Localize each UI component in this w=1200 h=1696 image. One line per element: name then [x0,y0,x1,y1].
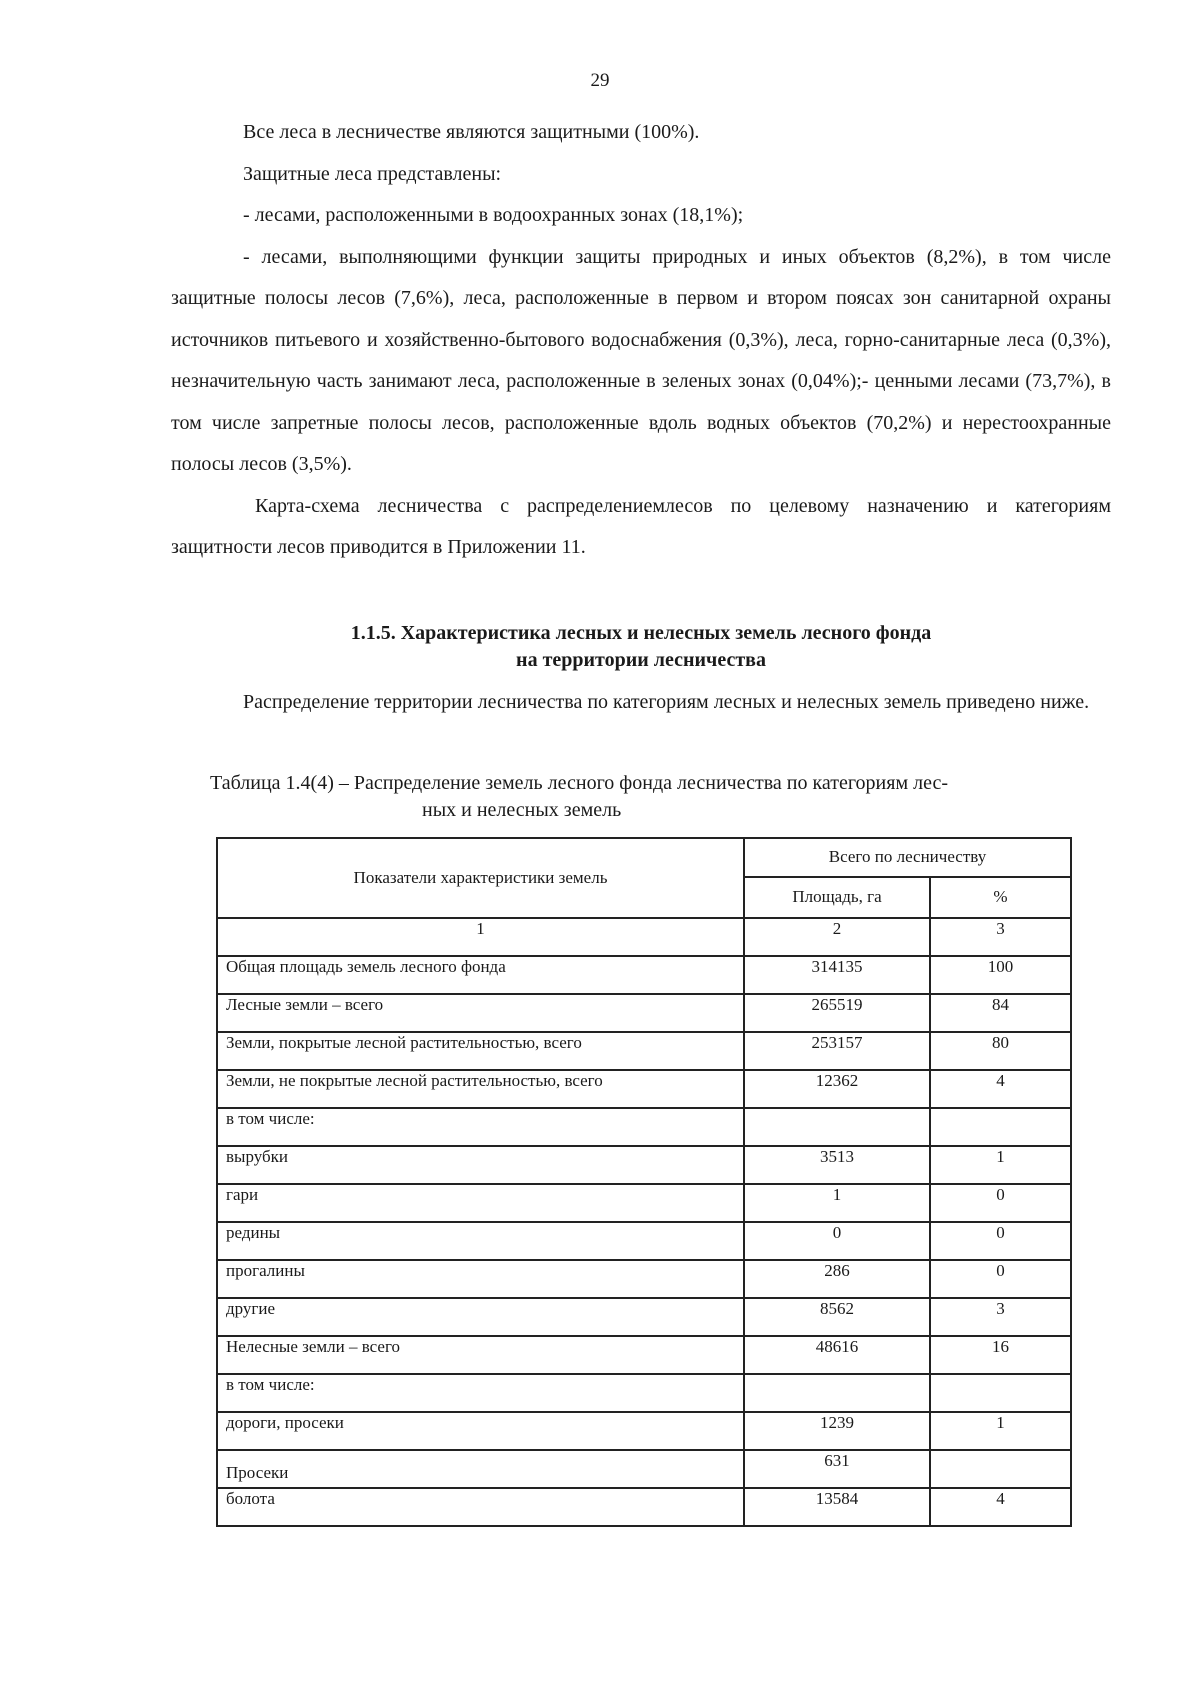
section-heading [171,620,1111,674]
table-row [217,1222,1071,1260]
header-indicators: Показатели характеристики земель [217,838,744,918]
row-name: Земли, не покрытые лесной растительностью, всего [217,1070,744,1108]
page-number: 29 [590,70,610,91]
paragraph: Карта-схема лесничества с распределениемлесов по целевому назначению и категориям защитности лесов приводится в Приложении 11. [171,494,1111,558]
table-row [217,1260,1071,1298]
row-percent: 84 [930,994,1071,1032]
row-name: редины [217,1222,744,1260]
table-row [217,1412,1071,1450]
row-percent [930,1450,1071,1488]
table-row [217,1146,1071,1184]
row-percent: 3 [930,1298,1071,1336]
row-area: 314135 [744,956,930,994]
row-percent [930,1108,1071,1146]
table-caption-line: ных и нелесных земель [422,799,622,821]
row-area: 631 [744,1450,930,1488]
row-name: Земли, покрытые лесной растительностью, всего [217,1032,744,1070]
table-row [217,1488,1071,1526]
row-name: гари [217,1184,744,1222]
table-row [217,994,1071,1032]
row-area: 1239 [744,1412,930,1450]
table-row [217,1336,1071,1374]
row-name: в том числе: [217,1374,744,1412]
table-row [217,1450,1071,1488]
row-percent: 1 [930,1412,1071,1450]
row-name: другие [217,1298,744,1336]
table-row [217,1032,1071,1070]
row-name: Лесные земли – всего [217,994,744,1032]
header-percent: % [930,877,1071,918]
table-row [217,1184,1071,1222]
row-percent: 80 [930,1032,1071,1070]
paragraph: - лесами, расположенными в водоохранных зонах (18,1%); [243,204,744,226]
header-area: Площадь, га [744,877,930,918]
row-area [744,1108,930,1146]
row-percent: 0 [930,1222,1071,1260]
section-heading-line: 1.1.5. Характеристика лесных и нелесных земель лесного фонда [350,622,932,644]
row-area [744,1374,930,1412]
row-area: 253157 [744,1032,930,1070]
row-area: 265519 [744,994,930,1032]
table-row [217,1108,1071,1146]
intro-paragraph [171,682,1111,723]
row-name: прогалины [217,1260,744,1298]
paragraph: Распределение территории лесничества по категориям лесных и нелесных земель приведено ниже. [243,691,1090,713]
row-percent: 4 [930,1488,1071,1526]
column-number: 2 [744,918,930,956]
row-area: 8562 [744,1298,930,1336]
column-number: 3 [930,918,1071,956]
row-area: 48616 [744,1336,930,1374]
paragraph: Защитные леса представлены: [243,162,502,185]
row-name: Общая площадь земель лесного фонда [217,956,744,994]
land-categories-table [216,837,1072,1527]
row-area: 12362 [744,1070,930,1108]
table-caption [210,770,1111,824]
row-percent: 4 [930,1070,1071,1108]
table-row [217,1070,1071,1108]
table-row [217,1374,1071,1412]
section-heading-line: на территории лесничества [516,649,766,671]
row-area: 13584 [744,1488,930,1526]
row-name: дороги, просеки [217,1412,744,1450]
row-area: 286 [744,1260,930,1298]
row-name: Нелесные земли – всего [217,1336,744,1374]
row-name: Просеки [217,1450,744,1488]
row-percent: 0 [930,1260,1071,1298]
row-percent: 100 [930,956,1071,994]
row-area: 1 [744,1184,930,1222]
table-row [217,1298,1071,1336]
header-total: Всего по лесничеству [744,838,1071,877]
table-caption-line: Таблица 1.4(4) – Распределение земель лесного фонда лесничества по категориям лес- [210,772,949,794]
table-row [217,956,1071,994]
row-percent: 16 [930,1336,1071,1374]
row-name: в том числе: [217,1108,744,1146]
row-percent [930,1374,1071,1412]
row-name: вырубки [217,1146,744,1184]
row-percent: 0 [930,1184,1071,1222]
row-percent: 1 [930,1146,1071,1184]
paragraph: Все леса в лесничестве являются защитными (100%). [243,121,700,143]
paragraph: - лесами, выполняющими функции защиты природных и иных объектов (8,2%), в том числе защитные полосы лесов (7,6%), леса, расположенные в первом и втором поясах зон санитарной охраны источников питьевого и хозяйственно-бытового водоснабжения (0,3%), леса, горно-санитарные леса (0,3%), незначительную часть занимают леса, расположенные в зеленых зонах (0,04%);- ценными лесами (73,7%), в том числе запретные полосы лесов, расположенные вдоль водных объектов (70,2%) и нерестоохранные полосы лесов (3,5%). [171,245,1111,475]
column-number: 1 [217,918,744,956]
body-text [171,112,1111,569]
row-area: 0 [744,1222,930,1260]
row-name: болота [217,1488,744,1526]
row-area: 3513 [744,1146,930,1184]
